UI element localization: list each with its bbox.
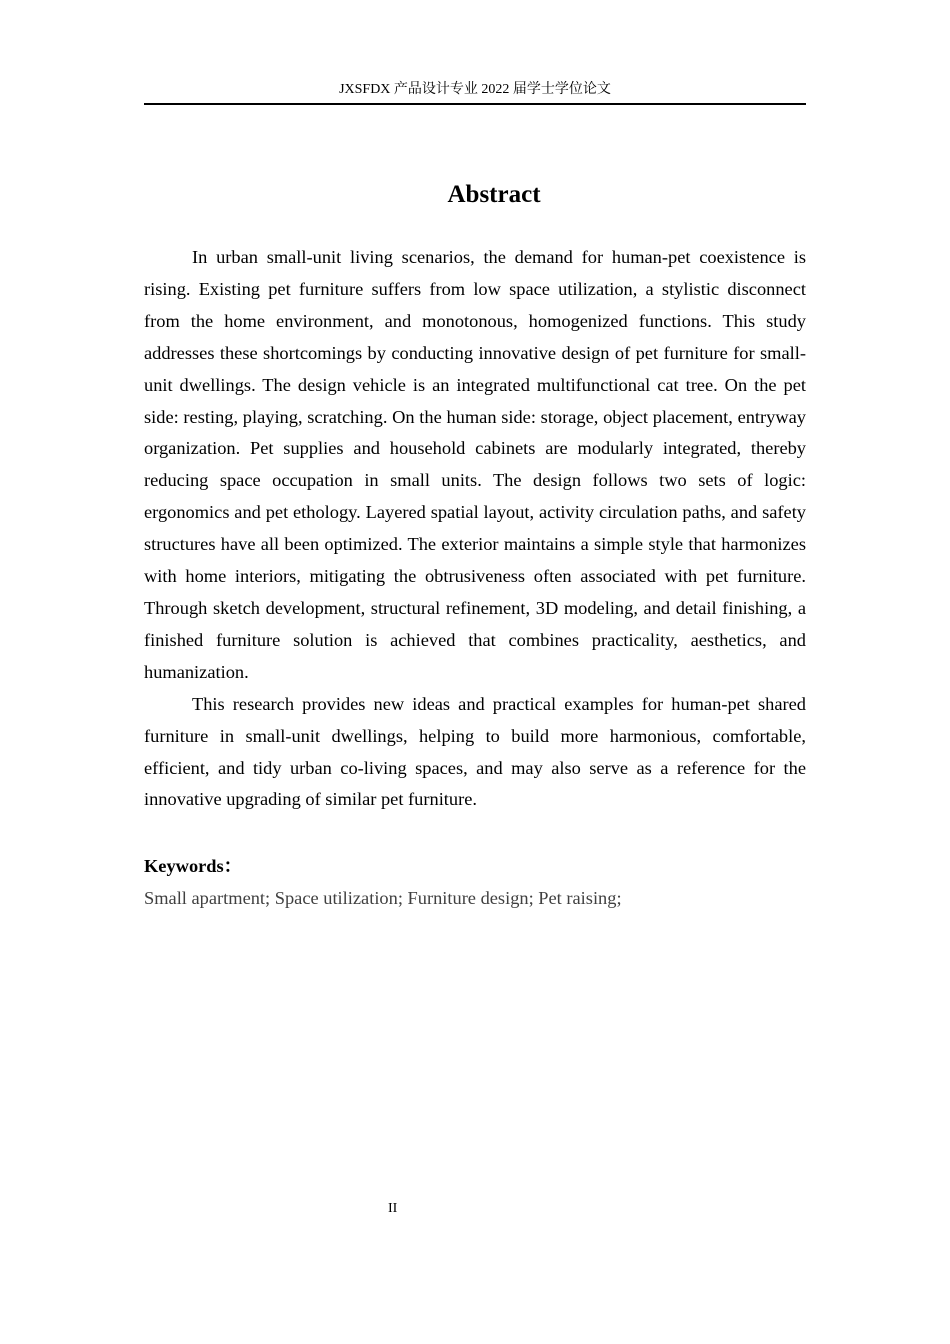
abstract-paragraph-2: This research provides new ideas and practical examples for human-pet shared furniture in small-unit dwellings, helping to build more harmonious, comfortable, efficient, and tidy urban co-living spaces, and may also serve as a reference for the innovative upgrading of similar pet furniture. (144, 693, 806, 810)
abstract-body (144, 242, 806, 816)
keywords-value: Small apartment; Space utilization; Furniture design; Pet raising; (144, 888, 622, 908)
header-rule (144, 103, 806, 105)
abstract-paragraph-1: In urban small-unit living scenarios, the demand for human-pet coexistence is rising. Existing pet furniture suffers from low space utilization, a stylistic disconnect from the home environment, and monotonous, homogenized functions. This study addresses these shortcomings by conducting innovative design of pet furniture for small-unit dwellings. The design vehicle is an integrated multifunctional cat tree. On the pet side: resting, playing, scratching. On the human side: storage, object placement, entryway organization. Pet supplies and household cabinets are modularly integrated, thereby reducing space occupation in small units. The design follows two sets of logic: ergonomics and pet ethology. Layered spatial layout, activity circulation paths, and safety structures have all been optimized. The exterior maintains a simple style that harmonizes with home interiors, mitigating the obtrusiveness often associated with pet furniture. Through sketch development, structural refinement, 3D modeling, and detail finishing, a finished furniture solution is achieved that combines practicality, aesthetics, and humanization. (144, 247, 806, 682)
page-number: II (388, 1201, 398, 1216)
abstract-title: Abstract (447, 181, 541, 208)
keywords-label: Keywords： (144, 856, 243, 876)
running-header: JXSFDX 产品设计专业 2022 届学士学位论文 (339, 82, 611, 97)
